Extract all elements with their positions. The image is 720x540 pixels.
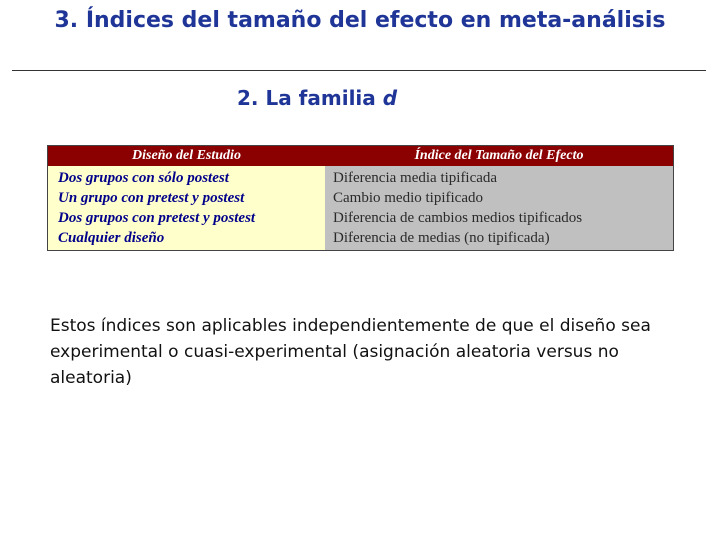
table-body xyxy=(48,166,673,250)
study-design-column xyxy=(48,166,325,250)
slide-title: 3. Índices del tamaño del efecto en meta-análisis xyxy=(54,8,666,33)
subtitle-italic-letter: d xyxy=(382,86,398,110)
table-cell: Dos grupos con pretest y postest xyxy=(58,210,256,226)
table-cell: Cualquier diseño xyxy=(58,230,165,246)
table-cell: Diferencia de medias (no tipificada) xyxy=(333,230,550,246)
section-subtitle xyxy=(237,86,397,110)
title-divider xyxy=(12,70,706,71)
header-study-design: Diseño del Estudio xyxy=(132,148,241,163)
table-cell: Diferencia media tipificada xyxy=(333,170,498,186)
effect-size-index-column xyxy=(325,166,673,250)
effect-size-table xyxy=(47,145,674,251)
table-cell: Dos grupos con sólo postest xyxy=(58,170,229,186)
table-cell: Diferencia de cambios medios tipificados xyxy=(333,210,583,226)
subtitle-text: 2. La familia xyxy=(237,86,376,110)
body-paragraph: Estos índices son aplicables independientemente de que el diseño sea experimental o cuasi-experimental (asignación aleatoria versus no aleatoria) xyxy=(50,316,651,388)
header-effect-size-index: Índice del Tamaño del Efecto xyxy=(414,148,584,163)
table-cell: Un grupo con pretest y postest xyxy=(58,190,245,206)
table-cell: Cambio medio tipificado xyxy=(333,190,483,206)
table-header xyxy=(48,146,673,166)
